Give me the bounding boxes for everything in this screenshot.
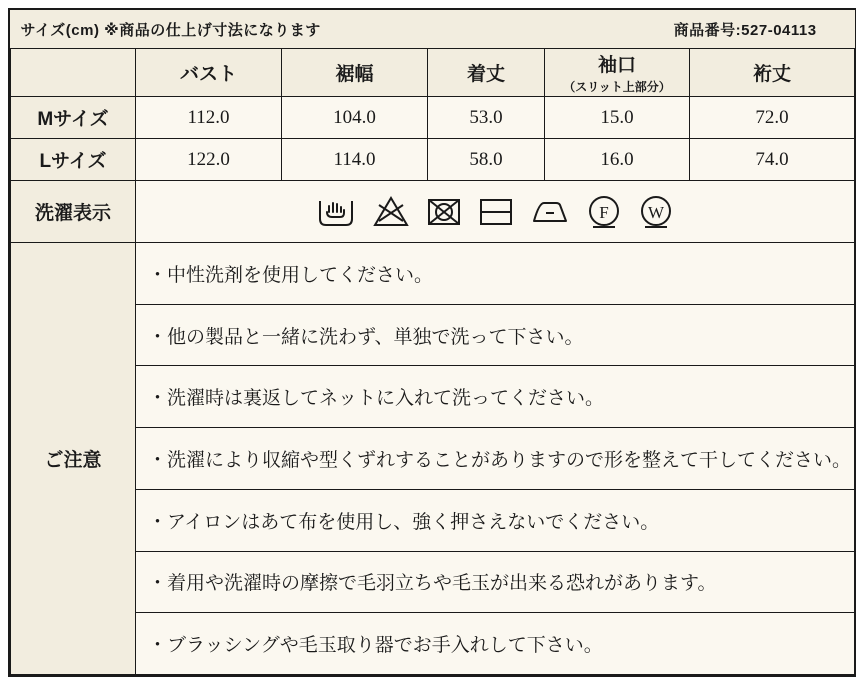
hand-wash-icon	[316, 195, 356, 229]
svg-text:W: W	[648, 202, 665, 222]
wash-label: 洗濯表示	[11, 181, 136, 243]
care-label: ご注意	[11, 243, 136, 675]
size-chart-sheet	[8, 8, 856, 677]
svg-text:F: F	[599, 202, 609, 222]
page-title: サイズ(cm) ※商品の仕上げ寸法になります	[20, 21, 321, 39]
column-header-hem-width-label: 裾幅	[335, 64, 374, 85]
list-item: ・着用や洗濯時の摩擦で毛羽立ちや毛玉が出来る恐れがあります。	[136, 552, 854, 614]
cell-l-bust: 122.0	[136, 139, 282, 181]
care-notes-list	[136, 243, 854, 674]
list-item: ・洗濯により収縮や型くずれすることがありますので形を整えて干してください。	[136, 428, 854, 490]
column-header-length-label: 着丈	[466, 64, 505, 85]
row-header-m: Mサイズ	[11, 97, 136, 139]
table-row	[11, 97, 855, 139]
column-header-hem-width	[282, 49, 428, 97]
list-item: ・中性洗剤を使用してください。	[136, 243, 854, 305]
cell-m-sleeve-length: 72.0	[690, 97, 855, 139]
column-header-row	[11, 49, 855, 97]
dry-clean-f-icon	[586, 194, 622, 230]
table-row	[11, 139, 855, 181]
no-bleach-icon	[372, 195, 410, 229]
care-notes-row	[11, 243, 855, 675]
header-strip	[11, 10, 855, 49]
cell-l-hem-width: 114.0	[282, 139, 428, 181]
cell-m-length: 53.0	[428, 97, 545, 139]
iron-low-icon	[530, 195, 570, 229]
row-header-l: Lサイズ	[11, 139, 136, 181]
column-header-length	[428, 49, 545, 97]
wet-clean-w-icon	[638, 194, 674, 230]
care-notes-cell	[136, 243, 855, 675]
cell-m-hem-width: 104.0	[282, 97, 428, 139]
list-item: ・他の製品と一緒に洗わず、単独で洗って下さい。	[136, 305, 854, 367]
size-table	[10, 10, 855, 675]
flat-dry-icon	[478, 195, 514, 229]
column-header-cuff-sub: （スリット上部分）	[563, 80, 671, 94]
column-header-sleeve-length-label: 裄丈	[753, 64, 792, 85]
column-header-sleeve-length	[690, 49, 855, 97]
header-strip-row	[11, 10, 855, 49]
list-item: ・アイロンはあて布を使用し、強く押さえないでください。	[136, 490, 854, 552]
cell-m-cuff: 15.0	[545, 97, 690, 139]
wash-symbol-row	[11, 181, 855, 243]
wash-symbols-cell	[136, 181, 855, 243]
column-header-cuff	[545, 49, 690, 97]
cell-m-bust: 112.0	[136, 97, 282, 139]
cell-l-sleeve-length: 74.0	[690, 139, 855, 181]
corner-cell	[11, 49, 136, 97]
cell-l-length: 58.0	[428, 139, 545, 181]
no-tumble-dry-icon	[426, 195, 462, 229]
column-header-bust-label: バスト	[179, 64, 237, 85]
column-header-bust	[136, 49, 282, 97]
cell-l-cuff: 16.0	[545, 139, 690, 181]
list-item: ・ブラッシングや毛玉取り器でお手入れして下さい。	[136, 613, 854, 674]
column-header-cuff-label: 袖口	[597, 55, 636, 76]
list-item: ・洗濯時は裏返してネットに入れて洗ってください。	[136, 366, 854, 428]
product-number: 商品番号:527-04113	[673, 21, 817, 39]
